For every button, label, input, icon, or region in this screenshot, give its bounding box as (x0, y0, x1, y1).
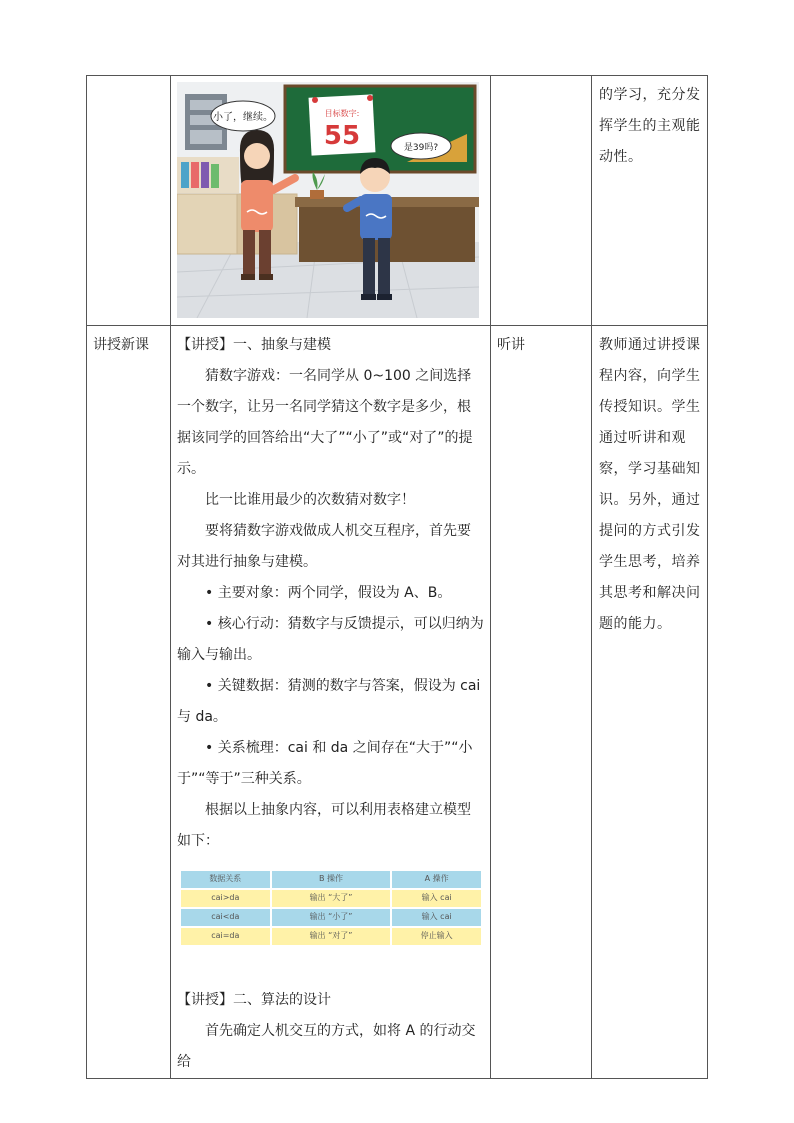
notes-cell (592, 76, 708, 326)
model-table (179, 869, 483, 947)
activity-cell (491, 76, 592, 326)
paragraph: 首先确定人机交互的方式，如将 A 的行动交给 (177, 1023, 476, 1070)
stage-label: 讲授新课 (93, 337, 149, 353)
notes-cell (592, 326, 708, 1079)
table-row (181, 928, 481, 945)
content-cell (171, 326, 491, 1079)
model-cell: cai<da (181, 909, 270, 926)
classroom-illustration (177, 82, 479, 318)
illustration-cell (171, 76, 491, 326)
bullet-item: • 关系梳理：cai 和 da 之间存在“大于”“小于”“等于”三种关系。 (177, 740, 473, 787)
model-cell: 输出 “小了” (272, 909, 391, 926)
bubble-right-text: 是39吗? (403, 143, 439, 153)
table-row (87, 76, 708, 326)
table-row (87, 326, 708, 1079)
spacer (177, 947, 484, 985)
activity-cell (491, 326, 592, 1079)
board-number-text: 55 (323, 121, 361, 151)
bullet-item: • 关键数据：猜测的数字与答案，假设为 cai 与 da。 (177, 678, 481, 725)
model-cell: 停止输入 (392, 928, 481, 945)
table-row (181, 909, 481, 926)
model-cell: 输入 cai (392, 890, 481, 907)
model-header-cell: A 操作 (392, 871, 481, 888)
stage-cell (87, 326, 171, 1079)
paragraph: 根据以上抽象内容，可以利用表格建立模型如下： (177, 802, 471, 849)
table-row (181, 871, 481, 888)
board-title-text: 目标数字: (324, 109, 360, 118)
model-cell: 输出 “对了” (272, 928, 391, 945)
model-cell: 输出 “大了” (272, 890, 391, 907)
model-cell: cai>da (181, 890, 270, 907)
stage-cell (87, 76, 171, 326)
model-header-cell: B 操作 (272, 871, 391, 888)
section-heading: 【讲授】二、算法的设计 (177, 992, 331, 1008)
paragraph: 猜数字游戏：一名同学从 0~100 之间选择一个数字，让另一名同学猜这个数字是多少，根据该同学的回答给出“大了”“小了”或“对了”的提示。 (177, 368, 473, 477)
paragraph: 要将猜数字游戏做成人机交互程序，首先要对其进行抽象与建模。 (177, 523, 471, 570)
section-heading: 【讲授】一、抽象与建模 (177, 337, 331, 353)
bullet-item: • 主要对象：两个同学，假设为 A、B。 (205, 585, 452, 601)
activity-label: 听讲 (497, 337, 525, 353)
paragraph: 比一比谁用最少的次数猜对数字！ (205, 492, 415, 508)
table-row (181, 890, 481, 907)
model-header-cell: 数据关系 (181, 871, 270, 888)
lesson-plan-table (86, 75, 708, 1079)
bubble-left-text: 小了，继续。 (213, 112, 273, 123)
design-intent-text: 教师通过讲授课程内容，向学生传授知识。学生通过听讲和观察，学习基础知识。另外，通过提问的方式引发学生思考，培养其思考和解决问题的能力。 (599, 337, 701, 632)
design-intent-text: 的学习，充分发挥学生的主观能动性。 (599, 87, 701, 165)
model-cell: cai=da (181, 928, 270, 945)
bullet-item: • 核心行动：猜数字与反馈提示，可以归纳为输入与输出。 (177, 616, 484, 663)
lesson-content (171, 326, 490, 1078)
model-cell: 输入 cai (392, 909, 481, 926)
